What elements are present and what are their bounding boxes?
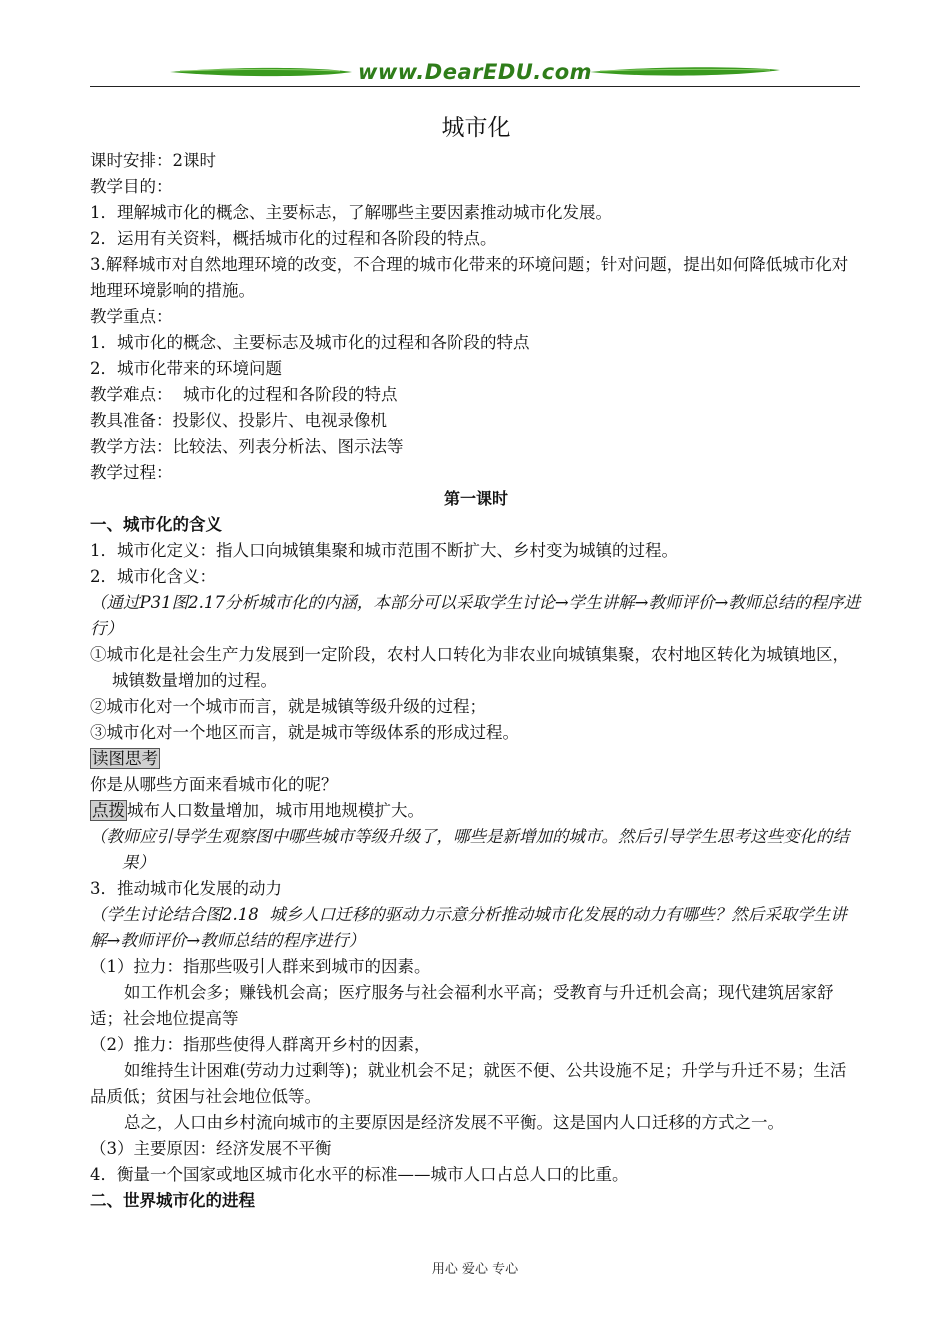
definition-line: 1．城市化定义：指人口向城镇集聚和城市范围不断扩大、乡村变为城镇的过程。: [90, 541, 678, 560]
meaning-item: ②城市化对一个城市而言，就是城镇等级升级的过程；: [90, 697, 486, 716]
summary-line: 总之，人口由乡村流向城市的主要原因是经济发展不平衡。这是国内人口迁移的方式之一。: [124, 1113, 784, 1132]
tools-line: 教具准备：投影仪、投影片、电视录像机: [90, 411, 387, 430]
goals-heading: 教学目的：: [90, 177, 173, 196]
page-title: 城市化: [441, 115, 511, 141]
meaning-line: 2．城市化含义：: [90, 567, 216, 586]
section-heading: 二、世界城市化的进程: [90, 1191, 255, 1210]
measure-line: 4．衡量一个国家或地区城市化水平的标准——城市人口占总人口的比重。: [90, 1165, 629, 1184]
header-divider: [90, 86, 860, 87]
section-heading: 一、城市化的含义: [90, 515, 222, 534]
push-line: （2）推力：指那些使得人群离开乡村的因素，: [90, 1035, 431, 1054]
process-line: 教学过程：: [90, 463, 173, 482]
main-cause-line: （3）主要原因：经济发展不平衡: [90, 1139, 332, 1158]
goal-item: 1．理解城市化的概念、主要标志，了解哪些主要因素推动城市化发展。: [90, 203, 612, 222]
hint-text: 城布人口数量增加，城市用地规模扩大。: [127, 801, 424, 820]
page-footer: 用心 爱心 专心: [431, 1262, 519, 1277]
goal-item: 2．运用有关资料，概括城市化的过程和各阶段的特点。: [90, 229, 497, 248]
push-examples: 如维持生计困难(劳动力过剩等)；就业机会不足；就医不便、公共设施不足；升学与升迁不易；生活品质低；贫困与社会地位低等。: [90, 1061, 847, 1106]
key-item: 1．城市化的概念、主要标志及城市化的过程和各阶段的特点: [90, 333, 530, 352]
drivers-line: 3．推动城市化发展的动力: [90, 879, 282, 898]
goal-item: 3.解释城市对自然地理环境的改变，不合理的城市化带来的环境问题；针对问题，提出如何降低城市化对地理环境影响的措施。: [90, 255, 849, 300]
key-heading: 教学重点：: [90, 307, 173, 326]
document-body: [90, 110, 862, 1214]
methods-line: 教学方法：比较法、列表分析法、图示法等: [90, 437, 404, 456]
question-line: 你是从哪些方面来看城市化的呢？: [90, 775, 338, 794]
teaching-note: （教师应引导学生观察图中哪些城市等级升级了，哪些是新增加的城市。然后引导学生思考这些变化的结果）: [90, 827, 849, 872]
site-logo-text: www.DearEDU.com: [357, 60, 593, 84]
difficulty-line: 教学难点： 城市化的过程和各阶段的特点: [90, 385, 398, 404]
meaning-item: ③城市化对一个地区而言，就是城市等级体系的形成过程。: [90, 723, 519, 742]
read-think-tag: 读图思考: [92, 749, 158, 768]
key-item: 2．城市化带来的环境问题: [90, 359, 282, 378]
teaching-note: （学生讨论结合图2.18 城乡人口迁移的驱动力示意分析推动城市化发展的动力有哪些？然后采取学生讲解→教师评价→教师总结的程序进行）: [90, 905, 847, 950]
pull-examples: 如工作机会多；赚钱机会高；医疗服务与社会福利水平高；受教育与升迁机会高；现代建筑居家舒适；社会地位提高等: [90, 983, 834, 1028]
meaning-item: ①城市化是社会生产力发展到一定阶段，农村人口转化为非农业向城镇集聚，农村地区转化为城镇地区，城镇数量增加的过程。: [90, 645, 849, 690]
schedule-line: 课时安排：2课时: [90, 151, 216, 170]
pull-line: （1）拉力：指那些吸引人群来到城市的因素。: [90, 957, 431, 976]
lesson-heading: 第一课时: [443, 489, 508, 508]
hint-tag: 点拨: [92, 801, 125, 820]
teaching-note: （通过P31图2.17分析城市化的内涵，本部分可以采取学生讨论→学生讲解→教师评价→教师总结的程序进行）: [90, 593, 861, 638]
